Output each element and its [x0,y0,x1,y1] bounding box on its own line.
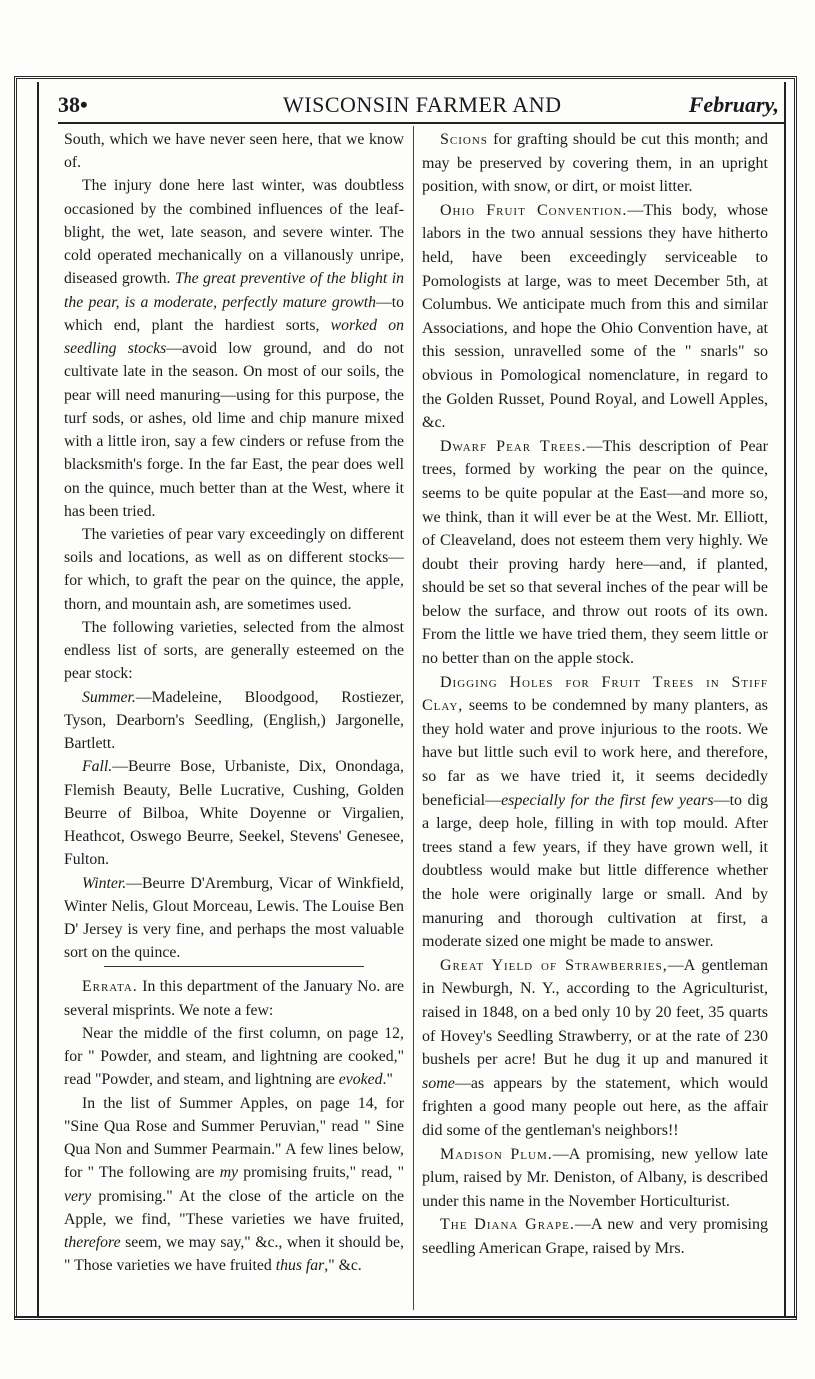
issue-month: February, [688,92,779,117]
page-header [58,90,783,122]
paragraph-blight: The injury done here last winter, was doubtless occasioned by the combined influences of the leaf-blight, the wet, late season, and severe winter. The cold operated mechanically on a villanously unripe, diseased growth. The great preventive of the blight in the pear, is a moderate, perfectly mature growth—to which end, plant the hardiest sorts, worked on seedling stocks—avoid low ground, and do not cultivate late in the season. On most of our soils, the pear will need manuring—using for this purpose, the turf sods, or ashes, old lime and chip manure mixed with a little iron, say a few cinders or refuse from the blacksmith's forge. In the far East, the pear does well on the quince, much better than at the West, where it has been tried. [64,177,404,520]
summer-list: Summer.—Madeleine, Bloodgood, Rostiezer, Tyson, Dearborn's Seedling, (English,) Jargonelle, Bartlett. [64,688,404,753]
errata-heading-paragraph: Errata. In this department of the January No. are several misprints. We note a few: [64,978,404,1019]
digging-paragraph: Digging Holes for Fruit Trees in Stiff Clay, seems to be condemned by many planters, as they hold water and prove injurious to the roots. We have but little such evil to work here, and therefore, so far as we have tried it, it seems decidedly beneficial—especially for the first few years—to dig a large, deep hole, filling in with top mould. After trees stand a few years, if they have grown well, it doubtless would make but little difference whether the hole were originally large or small. And by manuring and thorough cultivation at first, a moderate sized one might be made to answer. [422,673,768,951]
bottom-border-rule [14,1316,797,1318]
section-separator [104,966,364,975]
running-title: WISCONSIN FARMER AND [283,92,562,117]
column-divider [413,126,414,1310]
ohio-paragraph: Ohio Fruit Convention.—This body, whose labors in the two annual sessions they have hitherto held, have been exceedingly serviceable to Pomologists at large, was to meet December 5th, at Columbus. We anticipate much from this and similar Associations, and hope the Ohio Convention have, at this session, unravelled some of the " snarls" so obvious in Pomological nomenclature, in regard to the Golden Russet, Pound Royal, and Lowell Apples, &c. [422,201,768,432]
errata-item-1: Near the middle of the first column, on page 12, for " Powder, and steam, and lightning are cooked," read "Powder, and steam, and lightning are evoked." [64,1024,404,1089]
winter-list: Winter.—Beurre D'Aremburg, Vicar of Winkfield, Winter Nelis, Glout Morceau, Lewis. The Louise Ben D' Jersey is very fine, and perhaps the most valuable sort on the quince. [64,874,404,962]
strawberries-paragraph: Great Yield of Strawberries,—A gentleman in Newburgh, N. Y., according to the Agriculturist, raised in 1848, on a bed only 10 by 20 feet, 35 quarts of Hovey's Seedling Strawberry, or at the rate of 230 bushels per acre! But he dug it up and manured it some—as appears by the statement, which would frighten a good many people out here, as the affair did some of the gentleman's neighbors!! [422,956,768,1139]
paragraph: South, which we have never seen here, that we know of. [64,131,404,172]
scions-paragraph: Scions for grafting should be cut this month; and may be preserved by covering them, in an upright position, with snow, or dirt, or moist litter. [422,131,768,196]
diana-grape-paragraph: The Diana Grape.—A new and very promising seedling American Grape, raised by Mrs. [422,1216,768,1257]
madison-plum-paragraph: Madison Plum.—A promising, new yellow late plum, raised by Mr. Deniston, of Albany, is described under this name in the November Horticulturist. [422,1145,769,1210]
paragraph-following: The following varieties, selected from the almost endless list of sorts, are generally esteemed on the pear stock: [64,618,404,683]
left-border-rule [37,82,39,1318]
right-border-rule [784,82,786,1318]
left-column [64,128,404,1277]
header-rule [58,122,786,124]
paragraph-varieties: The varieties of pear vary exceedingly on different soils and locations, as well as on different stocks—for which, to graft the pear on the quince, the apple, thorn, and mountain ash, are sometimes used. [64,525,404,613]
page-number: 38• [58,92,88,117]
errata-item-2: In the list of Summer Apples, on page 14, for "Sine Qua Rose and Summer Peruvian," read " Sine Qua Non and Summer Pearmain." A few lines below, for " The following are my promising fruits," read, " very promising." At the close of the article on the Apple, we find, "These varieties we have fruited, therefore seem, we may say," &c., when it should be, " Those varieties we have fruited thus far," &c. [64,1094,404,1275]
right-column [422,128,768,1261]
dwarf-pear-paragraph: Dwarf Pear Trees.—This description of Pear trees, formed by working the pear on the quince, seems to be quite popular at the East—and more so, we think, than it will ever be at the West. Mr. Elliott, of Cleaveland, does not esteem them very highly. We doubt their proving hardy here—and, if planted, should be set so that several inches of the pear will be below the surface, and throw out roots of its own. From the little we have tried them, they seem little or no better than on the apple stock. [422,437,768,668]
fall-list: Fall.—Beurre Bose, Urbaniste, Dix, Onondaga, Flemish Beauty, Belle Lucrative, Cushing, Golden Beurre of Bilboa, White Doyenne or Virgalien, Heathcot, Oswego Beurre, Seekel, Stevens' Genesee, Fulton. [64,758,404,869]
